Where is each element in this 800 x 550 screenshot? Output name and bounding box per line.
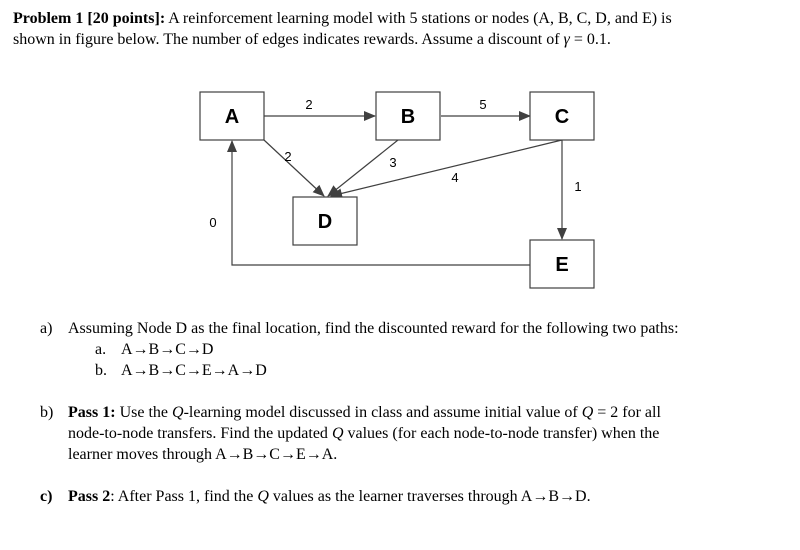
path-item-2 [95, 360, 267, 381]
question-b [40, 402, 780, 465]
edge-c-d-reward: 4 [451, 170, 459, 185]
edge-b-c-reward: 5 [479, 97, 487, 112]
q-symbol: Q [172, 404, 184, 421]
node-a [200, 92, 264, 140]
question-b-tag: b) [40, 404, 54, 421]
node-e [530, 240, 594, 288]
gamma-value: = 0.1. [569, 31, 611, 48]
edge-a-d-reward: 2 [284, 149, 292, 164]
question-b-line2a: node-to-node transfers. Find the updated [68, 425, 332, 442]
question-c-label: Pass 2 [68, 488, 111, 505]
problem-text-1: A reinforcement learning model with 5 stations or nodes (A, B, C, D, and E) is [165, 10, 672, 27]
edge-e-a [232, 141, 530, 265]
node-b-label: B [400, 106, 416, 128]
question-b-t2: -learning model discussed in class and assume initial value of [183, 404, 582, 421]
path-item-1-tag: a. [95, 341, 107, 358]
node-e-label: E [555, 254, 569, 276]
question-a [40, 318, 780, 339]
question-c [40, 486, 780, 507]
question-b-line-2 [40, 423, 780, 444]
node-a-label: A [224, 106, 240, 128]
question-c-t1: : After Pass 1, find the [110, 488, 258, 505]
edge-a-b-reward: 2 [305, 97, 313, 112]
q-symbol: Q [581, 404, 594, 421]
problem-text-2: shown in figure below. The number of edges indicates rewards. Assume a discount of [13, 31, 564, 48]
edge-c-e-reward: 1 [574, 179, 582, 194]
question-c-t2: values as the learner traverses through A→B→D. [268, 488, 591, 505]
question-b-label: Pass 1: [68, 404, 116, 421]
node-b [376, 92, 440, 140]
node-d-label: D [317, 211, 333, 233]
edge-b-d [328, 140, 398, 196]
question-b-line-3: learner moves through A→B→C→E→A. [68, 446, 338, 463]
question-b-t1: Use the [115, 404, 172, 421]
question-b-line-1 [40, 402, 780, 423]
node-c [530, 92, 594, 140]
path-item-1 [95, 339, 213, 360]
edge-a-d [264, 140, 324, 196]
question-a-tag: a) [40, 320, 53, 337]
gamma-symbol: γ [563, 31, 570, 48]
edge-e-a-reward: 0 [209, 215, 217, 230]
q-symbol: Q [331, 425, 344, 442]
q-symbol: Q [257, 488, 269, 505]
question-c-tag: c) [40, 488, 53, 505]
node-c-label: C [554, 106, 570, 128]
edge-b-d-reward: 3 [389, 155, 397, 170]
path-item-1-text: A→B→C→D [121, 341, 214, 358]
question-b-t3: = 2 for all [593, 404, 661, 421]
question-b-line2b: values (for each node-to-node transfer) when the [343, 425, 660, 442]
edge-c-d [331, 140, 562, 196]
problem-heading: Problem 1 [20 points]: [13, 10, 166, 27]
path-item-2-text: A→B→C→E→A→D [121, 362, 267, 379]
node-d [293, 197, 357, 245]
question-a-text: Assuming Node D as the final location, find the discounted reward for the following two paths: [68, 320, 679, 337]
path-item-2-tag: b. [95, 362, 107, 379]
